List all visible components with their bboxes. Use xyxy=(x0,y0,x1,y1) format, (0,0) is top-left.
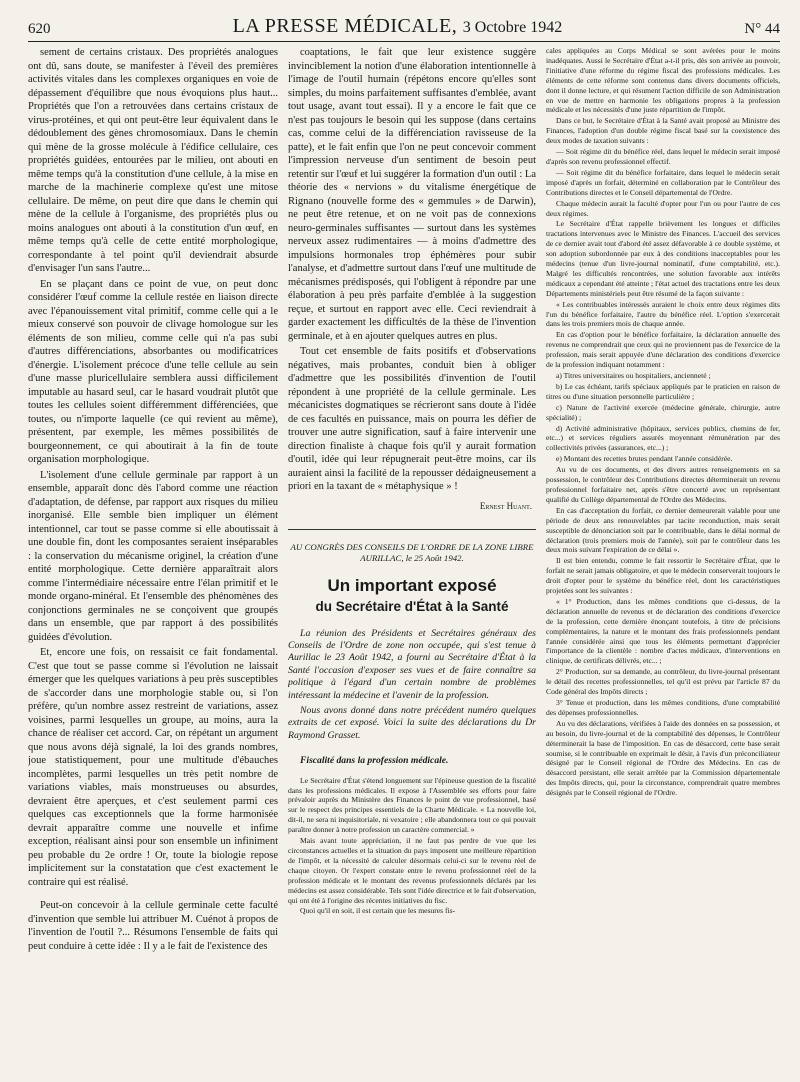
paragraph: Et, encore une fois, on ressaisit ce fait fondamental. C'est que tout se passe comme si l'évolution ne laissait émerger que les quelques variations à peu près susceptibles de s'accorder dans une morphologie stable ou, si l'on préfère, qu'un nombre assez restreint de variations, assez voisines, parmi lesquelles un groupe, au moins, aura la chance de réaliser cet accord. Car, on répétant un argument que nous avons déjà signalé, la loi des grands nombres, joue statistiquement, pour une multitude d'ébauches incomplètes, parmi lesquelles un très petit nombre de variations viables, mais monstrueuses ou absurdes, devraient être aperçues, et c'est seulement parmi ces quelques cas exceptionnels que la forme harmonisée devrait apparaître comme une nouvelle et infime exception, réalisant ainsi pour son ensemble un infiniment peu probable du 2e ordre ! Or, toute la biologie repose implicitement sur la constatation que c'est exactement le contraire qui est réalisé. xyxy=(28,647,278,888)
list-item: a) Titres universitaires ou hospitaliers, ancienneté ; xyxy=(556,371,711,380)
paragraph: « 1° Production, dans les mêmes conditions que ci-dessus, de la déclaration annuelle de revenus et de déclaration des conditions d'exercice de la profession, cette dernière énonçant toutefois, à titre de précisions complémentaires, la nature et le montant des frais professionnels pendant l'année considérée ainsi que tous les éléments permettant d'apprécier l'importance de la clientèle : nombre d'actes médicaux, d'interventions en clinique, de certificats délivrés, etc... ; xyxy=(546,596,780,666)
paragraph: En cas d'option pour le bénéfice forfaitaire, la déclaration annuelle des revenus ne comprendrait que ceux qui ne proviennent pas de l'exercice de la profession, mais serait appuyée d'une déclaration des conditions d'exercice de la profession indiquant notamment : xyxy=(546,330,780,370)
page-header xyxy=(28,10,780,42)
list-item: c) Nature de l'activité exercée (médecine générale, chirurgie, autre spécialité) ; xyxy=(546,402,780,422)
paragraph: Peut-on concevoir à la cellule germinale cette faculté d'invention que semble lui attribuer M. Cuénot à propos de l'invention de l'outil ?... Résumons l'ensemble de faits qui peut conduire à cette idée : Il y a le fait de l'existence des xyxy=(28,900,278,952)
paragraph: — Soit régime dit du bénéfice réel, dans lequel le médecin serait imposé d'après son revenu professionnel effectif. xyxy=(546,147,780,166)
article-subheadline: du Secrétaire d'État à la Santé xyxy=(315,599,509,614)
paragraph: Au vu de ces documents, et des divers autres renseignements en sa possession, le contrôleur des Contributions directes déterminerait un revenu professionnel forfaitaire net, après s'être concerté avec un représentant qualifié du Collège départemental de l'Ordre des Médecins. xyxy=(546,465,780,504)
paragraph: En cas d'acceptation du forfait, ce dernier demeurerait valable pour une période de deux ans renouvelables par tacite reconduction, mais serait susceptible de dénonciation soit par le contribuable, dans le délai normal de déclaration (trois premiers mois de l'année), soit par le contrôleur dans les deux mois suivant l'expiration de ce délai ». xyxy=(546,505,780,555)
paragraph: Le Secrétaire d'État s'étend longuement sur l'épineuse question de la fiscalité dans les professions médicales. Il expose à l'Assemblée ses efforts pour faire prévaloir auprès du Ministère des Finances le point de vue professionnel, basé sur le respect des principes essentiels de la Charte Médicale. « La nouvelle loi, dit-il, ne sera ni inquisitoriale, ni vexatoire ; elle abandonnera tout ce qui pouvait paraître donner à notre profession un caractère commercial. » xyxy=(288,775,536,835)
paragraph: Il est bien entendu, comme le fait ressortir le Secrétaire d'État, que le forfait ne serait jamais obligatoire, et que le médecin conserverait toujours le droit d'opter pour le système du bénéfice réel, dont les caractéristiques projetées sont les suivantes : xyxy=(546,556,780,596)
list-item: e) Montant des recettes brutes pendant l'année considérée. xyxy=(556,454,733,464)
paragraph: — Soit régime dit du bénéfice forfaitaire, dans lequel le médecin serait imposé d'après un forfait, déterminé en collaboration par le Contrôleur des Contributions directes et le Conseil départemental de l'Ordre. xyxy=(546,167,780,197)
paragraph: Tout cet ensemble de faits positifs et d'observations négatives, mais probantes, conduit bien à obliger d'admettre que les possibilités d'invention de l'outil répondent à une propriété de la cellule germinale. Les mécanicistes dogmatiques se récrieront sans doute à l'idée de ces facultés en puissance, mais on pourra les défier de trouver une autre signification, sauf à faire intervenir une direction finaliste à chaque fois qu'il y aurait formation d'outil, idée qui leur répugnerait peut-être moins, car ils auraient ainsi la facilité de la repousser dédaigneusement a priori en la taxant de « métaphysique » ! xyxy=(288,346,536,492)
section-title: Fiscalité dans la profession médicale. xyxy=(300,755,449,767)
list-item: b) Le cas échéant, tarifs spéciaux appliqués par le praticien en raison de titres ou d'une situation personnelle particulière ; xyxy=(546,381,780,401)
article-lead: La réunion des Présidents et Secrétaires généraux des Conseils de l'Ordre de zone non occupée, qui s'est tenue à Aurillac le 23 Août 1942, a fourni au Secrétaire d'État à la Santé l'occasion d'exposer ses vues et de faire connaître sa politique à l'égard d'un certain nombre de problèmes intéressant la médecine et l'avenir de la profession. xyxy=(288,627,536,701)
paragraph: Le Secrétaire d'État rappelle brièvement les longues et difficiles tractations intervenues avec le Ministre des Finances. L'accueil des services de ce dernier avait tout d'abord été assez défavorable à ce double système, et son adoption subordonnée par eux à des conditions inacceptables pour les médecins (tenue d'un livre-journal nominatif, d'une comptabilité, etc.). Malgré les difficultés rencontrées, une solution favorable aux intérêts médicaux a cependant été atteinte ; l'état actuel des tractations entre les deux Départements ministériels peut être résumé de la façon suivante : xyxy=(546,219,780,298)
paragraph: 2° Production, sur sa demande, au contrôleur, du livre-journal présentant le détail des recettes professionnelles, tel qu'il est prévu par l'article 87 du Code général des Impôts directs ; xyxy=(546,667,780,697)
paragraph: cales appliquées au Corps Médical se sont avérées pour le moins inadéquates. Aussi le Secrétaire d'État a-t-il pris, dès son arrivée au pouvoir, l'initiative d'une réforme du régime fiscal des professions médicales. Les éléments de cette réforme sont contenus dans divers documents officiels, dont il donne lecture, et qui résument l'action difficile de son Administration en vue de mettre en harmonie les obligations propres à la profession médicale et les nécessités d'une juste répartition de l'impôt. xyxy=(546,46,780,115)
page-number: 620 xyxy=(28,21,51,37)
journal-title: LA PRESSE MÉDICALE, xyxy=(232,15,458,37)
paragraph: Dans ce but, le Secrétaire d'État à la Santé avait proposé au Ministre des Finances, l'adoption d'un double régime fiscal basé sur la coexistence des deux modes de taxation suivants : xyxy=(546,116,780,146)
paragraph: sement de certains cristaux. Des propriétés analogues ont dû, sans doute, se manifester à l'éveil des premières activités vitales dans les complexes organiques en voie de dépassement d'équilibre que nous évoquions plus haut... Propriétés que l'on a retrouvées dans certains cristaux de virus-protéines, et qui ont peut-être leur équivalent dans le dédoublement des gènes chromosomiaux. Dans le chemin qui mène de la grosse molécule à l'édifice cellulaire, ces propriétés guidées, entourées par le milieu, ont abouti en même temps qu'à la constitution d'une cellule, à la mise en marche de la machinerie complexe qu'est une mitose cellulaire. De même, on peut dire que dans le chemin qui mène de la cellule à l'organisme, des propriétés plus ou moins analogues ont abouti à la constitution d'un œuf, en même temps qu'à celle de cette entité morphologique, correspondante à tel point qu'il deviendrait absurde d'envisager l'un sans l'autre... xyxy=(28,47,278,274)
paragraph: « Les contribuables intéressés auraient le choix entre deux régimes dits l'un du bénéfice forfaitaire, l'autre du bénéfice réel. L'option s'exercerait dans les trois premiers mois de chaque année. xyxy=(546,299,780,329)
section-divider xyxy=(288,529,536,530)
paragraph: Au vu des déclarations, vérifiées à l'aide des données en sa possession, et au besoin, du livre-journal et de la comptabilité des dépenses, le Contrôleur déterminerait la base de l'imposition. En cas de désaccord, cette base serait soumise, si le contribuable en exprimait le désir, à l'avis d'un préconciliateur désigné par le Conseil régional de l'Ordre des Médecins. En cas de désaccord persistant, elle serait arrêtée par la Commission départementale des Impôts directs, qui, pour la circonstance, comprendrait quatre membres désignés par le Conseil régional de l'Ordre. xyxy=(546,718,780,798)
column-3 xyxy=(546,46,780,1072)
article-headline: Un important exposé xyxy=(327,576,497,595)
paragraph: L'isolement d'une cellule germinale par rapport à un ensemble, apparaît donc dès l'abord comme une réaction d'adaptation, de défense, par rapport aux risques du milieu inorganisé. Elle semble bien impliquer un élément intentionnel, car tout se passe comme si elle aboutissait à une double fin, dont les composantes seraient inséparables : la conservation du mécanisme originel, la création d'une entité morphologique. Cette dernière apparaîtrait alors comme l'intermédiaire nécessaire entre l'élan primitif et le monde organo-minéral. Et l'ensemble des phénomènes des conjonctions germinales ne se conçoivent que groupés dans un ensemble, que par rapport à des possibilités guidées d'évolution. xyxy=(28,469,278,643)
paragraph: 3° Tenue et production, dans les mêmes conditions, d'une comptabilité des dépenses professionnelles. xyxy=(546,698,780,717)
paragraph: coaptations, le fait que leur existence suggère invinciblement la notion d'une élaboration intentionnelle à l'image de l'outil humain (répétons encore qu'elles sont simples, du moins parfaitement suffisantes d'emblée, avant tout usage, avant tout essai). Il y a encore le fait que ce n'est pas toujours le besoin qui les suppose (dans certains cas, comme celui de la différenciation ravisseuse de la patte), et le fait enfin que l'on ne peut concevoir comment l'impression nerveuse d'un sentiment de besoin peut retentir sur l'œuf et lui suggérer la formation d'un outil : La théorie des « nervions » du vitalisme énergétique de Rignano (nouvelle forme des « gemmules » de Darwin), ne peut être retenue, et on ne voit pas de connexions neuro-germinales suffisantes — surtout dans les systèmes nerveux assez rudimentaires — à moins d'admettre des impulsions hormonales trop éphémères pour subir l'analyse, et d'admettre surtout dans l'œuf une multitude de mécanismes prédisposés, qui l'obligent à répondre par une élaboration à peu près parfaite d'emblée à la suggestion reçue, et surtout en rapport avec elle. Ceci reviendrait à garder exactement les difficultés de la thèse de l'invention germinale, et à en ajouter quelques autres en plus. xyxy=(288,47,536,342)
issue-date: 3 Octobre 1942 xyxy=(462,19,563,36)
article-lead-2: Nous avons donné dans notre précédent numéro quelques extraits de cet exposé. Voici la suite des déclarations du Dr Raymond Grasset. xyxy=(288,704,536,741)
paragraph: Chaque médecin aurait la faculté d'opter pour l'un ou pour l'autre de ces deux régimes. xyxy=(546,198,780,218)
issue-number: N° 44 xyxy=(744,21,780,37)
paragraph: Mais avant toute appréciation, il ne faut pas perdre de vue que les circonstances actuelles et la situation du pays imposent une meilleure répartition de l'impôt, et la nécessité de calculer désormais celui-ci sur le revenu réel de chaque citoyen. Or l'expert constate entre le revenu professionnel réel de la profession médicale et le montant des revenus professionnels déclarés par les médecins est assez considérable. Tels sont l'idée directrice et le fait d'observation, qui ont été à l'origine des récentes initiatives du fisc. xyxy=(288,836,536,905)
paragraph: Quoi qu'il en soit, il est certain que les mesures fis- xyxy=(300,906,456,916)
article-body xyxy=(288,776,536,917)
journal-title-line xyxy=(233,15,563,38)
column-1 xyxy=(28,46,278,1072)
paragraph: En se plaçant dans ce point de vue, on peut donc considérer l'œuf comme la cellule restée en liaison directe avec l'épanouissement vital primitif, comme celle qui a le mieux conservé son pouvoir de clivage homologue sur les éléments de son milieu, comme celle qui n'a pas subi d'autres différenciations, absorbantes ou modificatrices d'énergie. L'isolement précoce d'une telle cellule au sein d'une masse pluricellulaire semblera aussi difficilement imputable au hasard seul, car le hasard voudrait plutôt que toutes les cellules soient différemment différenciées, que toutes, ou n'importe laquelle (ce qui revient au même), présentent, par exemple, les mêmes possibilités de bourgeonnement, ce qui aboutirait à la fin de toute organisation morphologique. xyxy=(28,278,278,465)
author-signature: Ernest Huant. xyxy=(479,500,532,511)
list-item: d) Activité administrative (hôpitaux, services publics, chemins de fer, etc...) et services réguliers assurés moyennant rémunération par des collectivités privées (assurances, etc...) ; xyxy=(546,423,780,453)
article-kicker: AU CONGRÈS DES CONSEILS DE L'ORDRE DE LA ZONE LIBRE AURILLAC, le 25 Août 1942. xyxy=(290,542,534,563)
column-2 xyxy=(288,46,536,1072)
